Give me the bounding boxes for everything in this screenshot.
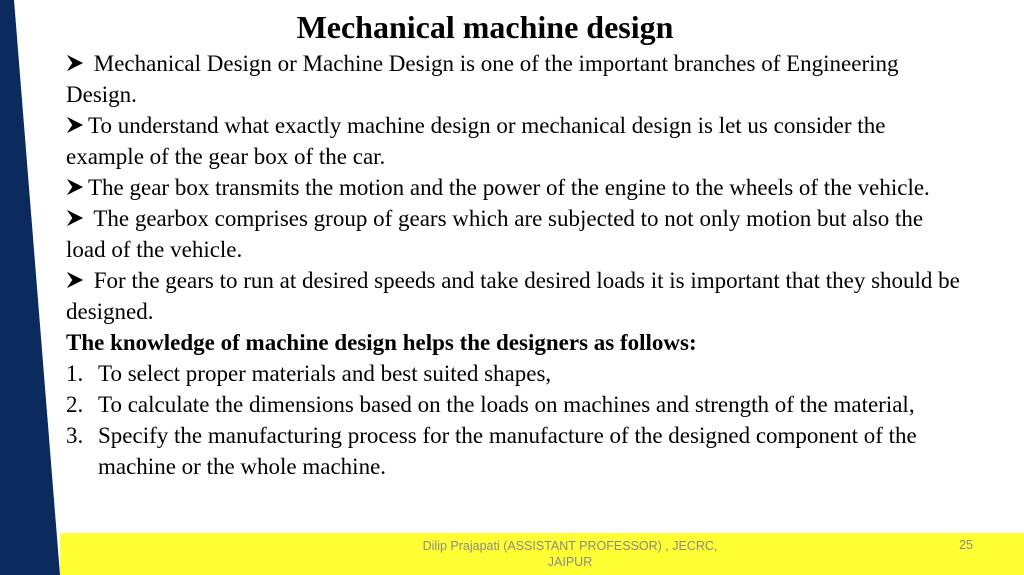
slide-title: Mechanical machine design [296,9,674,45]
bullet-item [66,110,966,172]
left-accent-bar [0,0,60,575]
arrowhead-bullet-icon [66,54,84,72]
item-text: Specify the manufacturing process for the manufacture of the designed component of the machine or the whole machine. [98,423,917,479]
arrowhead-bullet-icon [66,209,84,227]
numbered-item [66,420,966,482]
numbered-list [66,358,966,482]
bullet-item [66,203,966,265]
bullet-text: Mechanical Design or Machine Design is one of the important branches of Engineering Design. [66,51,899,107]
numbered-item [66,358,966,389]
arrowhead-bullet-icon [66,178,84,196]
item-text: To calculate the dimensions based on the loads on machines and strength of the material, [98,392,915,417]
footer-author: Dilip Prajapati (ASSISTANT PROFESSOR) , JECRC, JAIPUR [422,539,718,569]
item-number: 1. [66,361,84,386]
item-number: 3. [66,423,84,448]
bullet-text: To understand what exactly machine design or mechanical design is let us consider the example of the gear box of the car. [66,113,886,169]
arrowhead-bullet-icon [66,116,84,134]
bullet-text: The gearbox comprises group of gears which are subjected to not only motion but also the load of the vehicle. [66,206,924,262]
item-number: 2. [66,392,84,417]
slide-content [66,48,966,482]
item-text: To select proper materials and best suited shapes, [98,361,552,386]
bullet-item [66,265,966,327]
knowledge-heading: The knowledge of machine design helps the designers as follows: [66,330,697,355]
bullet-item [66,172,966,203]
page-number: 25 [959,538,973,552]
bullet-text: For the gears to run at desired speeds and take desired loads it is important that they should be designed. [66,268,960,324]
numbered-item [66,389,966,420]
bullet-text: The gear box transmits the motion and the power of the engine to the wheels of the vehicle. [88,175,930,200]
arrowhead-bullet-icon [66,271,84,289]
footer-bar [60,533,1024,575]
bullet-item [66,48,966,110]
